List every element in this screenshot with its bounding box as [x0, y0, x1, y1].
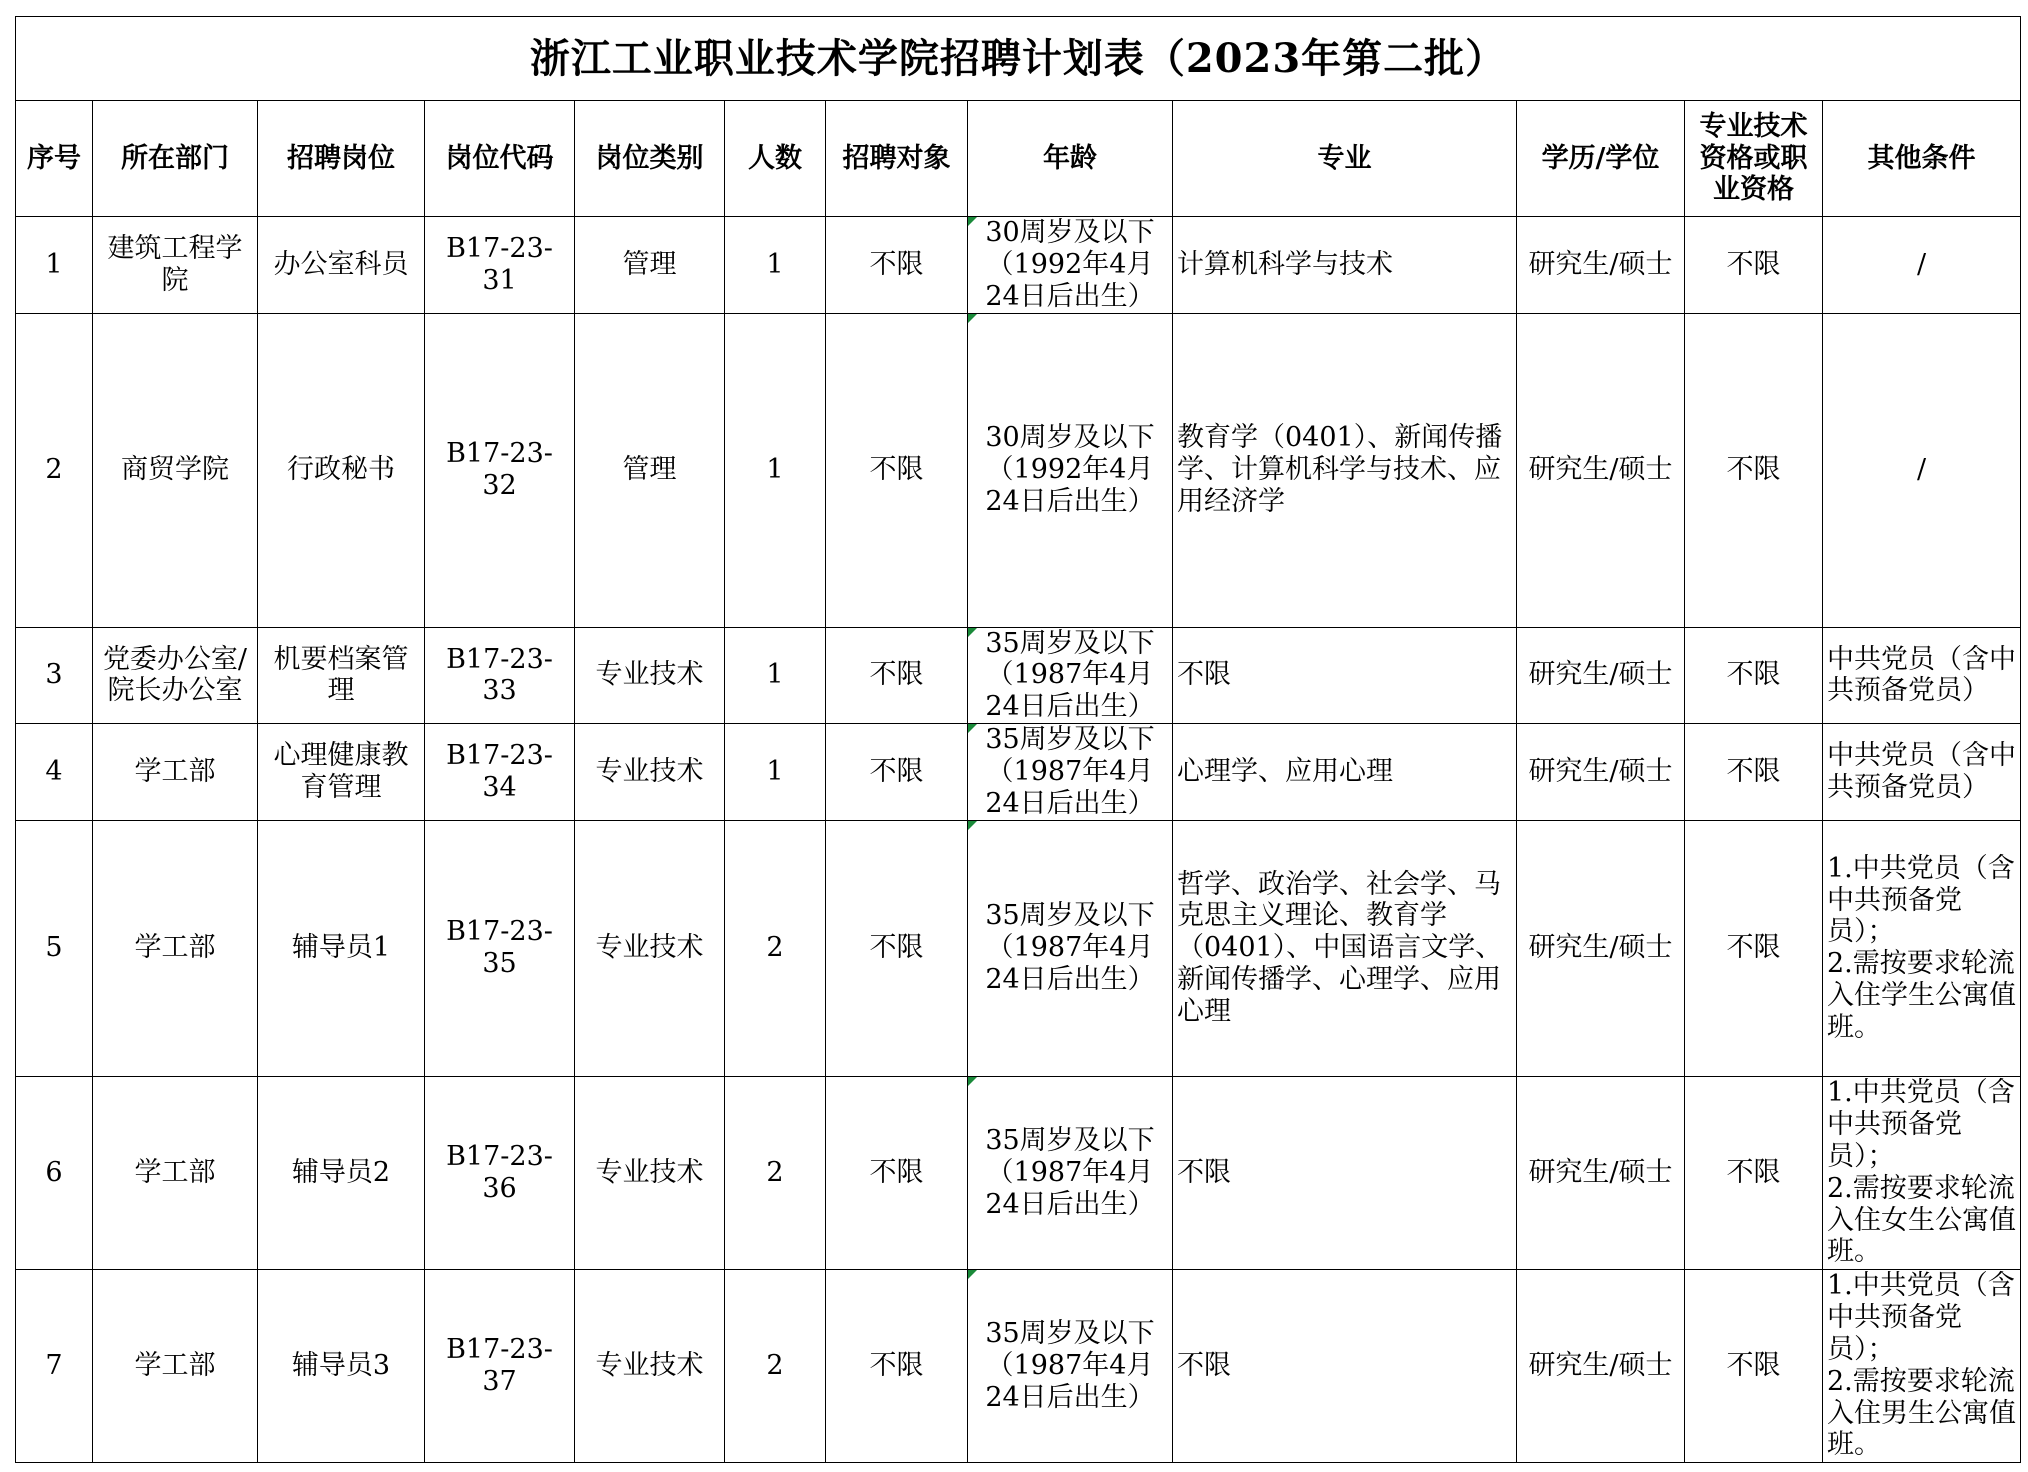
cell-degree: 研究生/硕士 — [1517, 1269, 1685, 1462]
cell-age: 35周岁及以下（1987年4月24日后出生） — [968, 820, 1173, 1076]
cell-dept: 建筑工程学院 — [93, 217, 258, 314]
cell-code: B17-23-35 — [425, 820, 575, 1076]
cell-other: 中共党员（含中共预备党员） — [1823, 627, 2021, 724]
header-other: 其他条件 — [1823, 101, 2021, 217]
cell-count: 2 — [725, 1076, 826, 1269]
cell-age: 35周岁及以下（1987年4月24日后出生） — [968, 627, 1173, 724]
cell-target: 不限 — [826, 627, 968, 724]
table-row — [16, 1269, 2021, 1462]
cell-other: 1.中共党员（含中共预备党员）； 2.需按要求轮流入住男生公寓值班。 — [1823, 1269, 2021, 1462]
header-dept: 所在部门 — [93, 101, 258, 217]
cell-degree: 研究生/硕士 — [1517, 724, 1685, 821]
cell-major: 不限 — [1173, 1269, 1517, 1462]
table-row — [16, 1076, 2021, 1269]
cell-category: 专业技术 — [575, 1076, 725, 1269]
cell-count: 2 — [725, 820, 826, 1076]
cell-target: 不限 — [826, 313, 968, 627]
cell-count: 1 — [725, 724, 826, 821]
cell-count: 1 — [725, 217, 826, 314]
header-target: 招聘对象 — [826, 101, 968, 217]
cell-other: / — [1823, 217, 2021, 314]
cell-code: B17-23-31 — [425, 217, 575, 314]
header-code: 岗位代码 — [425, 101, 575, 217]
table-row — [16, 627, 2021, 724]
cell-post: 心理健康教育管理 — [258, 724, 425, 821]
cell-category: 管理 — [575, 313, 725, 627]
cell-dept: 学工部 — [93, 1076, 258, 1269]
cell-count: 2 — [725, 1269, 826, 1462]
cell-post: 办公室科员 — [258, 217, 425, 314]
cell-degree: 研究生/硕士 — [1517, 627, 1685, 724]
header-category: 岗位类别 — [575, 101, 725, 217]
cell-category: 专业技术 — [575, 1269, 725, 1462]
cell-qualification: 不限 — [1685, 820, 1823, 1076]
cell-qualification: 不限 — [1685, 313, 1823, 627]
cell-degree: 研究生/硕士 — [1517, 1076, 1685, 1269]
cell-target: 不限 — [826, 1269, 968, 1462]
cell-other: 中共党员（含中共预备党员） — [1823, 724, 2021, 821]
cell-qualification: 不限 — [1685, 627, 1823, 724]
cell-post: 辅导员1 — [258, 820, 425, 1076]
cell-dept: 学工部 — [93, 1269, 258, 1462]
cell-post: 行政秘书 — [258, 313, 425, 627]
cell-major: 不限 — [1173, 1076, 1517, 1269]
cell-major: 教育学（0401）、新闻传播学、计算机科学与技术、应用经济学 — [1173, 313, 1517, 627]
cell-age: 35周岁及以下（1987年4月24日后出生） — [968, 1269, 1173, 1462]
header-no: 序号 — [16, 101, 93, 217]
cell-degree: 研究生/硕士 — [1517, 313, 1685, 627]
cell-category: 管理 — [575, 217, 725, 314]
cell-no: 2 — [16, 313, 93, 627]
cell-qualification: 不限 — [1685, 217, 1823, 314]
cell-major: 心理学、应用心理 — [1173, 724, 1517, 821]
table-row — [16, 217, 2021, 314]
header-row — [16, 101, 2021, 217]
cell-count: 1 — [725, 313, 826, 627]
cell-major: 哲学、政治学、社会学、马克思主义理论、教育学（0401）、中国语言文学、新闻传播学、心理学、应用心理 — [1173, 820, 1517, 1076]
cell-qualification: 不限 — [1685, 724, 1823, 821]
cell-no: 1 — [16, 217, 93, 314]
header-qualification: 专业技术资格或职业资格 — [1685, 101, 1823, 217]
table-row — [16, 313, 2021, 627]
cell-count: 1 — [725, 627, 826, 724]
cell-age: 35周岁及以下（1987年4月24日后出生） — [968, 1076, 1173, 1269]
header-post: 招聘岗位 — [258, 101, 425, 217]
cell-qualification: 不限 — [1685, 1269, 1823, 1462]
cell-dept: 学工部 — [93, 724, 258, 821]
recruitment-table — [15, 16, 2021, 1463]
cell-dept: 学工部 — [93, 820, 258, 1076]
cell-target: 不限 — [826, 724, 968, 821]
cell-degree: 研究生/硕士 — [1517, 820, 1685, 1076]
table-title: 浙江工业职业技术学院招聘计划表（2023年第二批） — [16, 17, 2021, 101]
header-degree: 学历/学位 — [1517, 101, 1685, 217]
cell-no: 6 — [16, 1076, 93, 1269]
cell-target: 不限 — [826, 1076, 968, 1269]
header-age: 年龄 — [968, 101, 1173, 217]
cell-category: 专业技术 — [575, 627, 725, 724]
cell-no: 7 — [16, 1269, 93, 1462]
table-row — [16, 724, 2021, 821]
cell-other: / — [1823, 313, 2021, 627]
cell-no: 4 — [16, 724, 93, 821]
table-row — [16, 820, 2021, 1076]
cell-other: 1.中共党员（含中共预备党员）； 2.需按要求轮流入住女生公寓值班。 — [1823, 1076, 2021, 1269]
cell-code: B17-23-34 — [425, 724, 575, 821]
cell-degree: 研究生/硕士 — [1517, 217, 1685, 314]
cell-other: 1.中共党员（含中共预备党员）； 2.需按要求轮流入住学生公寓值班。 — [1823, 820, 2021, 1076]
cell-code: B17-23-33 — [425, 627, 575, 724]
cell-no: 3 — [16, 627, 93, 724]
cell-target: 不限 — [826, 217, 968, 314]
cell-no: 5 — [16, 820, 93, 1076]
cell-post: 辅导员2 — [258, 1076, 425, 1269]
cell-code: B17-23-36 — [425, 1076, 575, 1269]
cell-target: 不限 — [826, 820, 968, 1076]
cell-age: 30周岁及以下（1992年4月24日后出生） — [968, 217, 1173, 314]
cell-post: 机要档案管理 — [258, 627, 425, 724]
cell-category: 专业技术 — [575, 820, 725, 1076]
header-major: 专业 — [1173, 101, 1517, 217]
cell-qualification: 不限 — [1685, 1076, 1823, 1269]
cell-major: 计算机科学与技术 — [1173, 217, 1517, 314]
cell-age: 30周岁及以下（1992年4月24日后出生） — [968, 313, 1173, 627]
cell-age: 35周岁及以下（1987年4月24日后出生） — [968, 724, 1173, 821]
cell-code: B17-23-32 — [425, 313, 575, 627]
cell-major: 不限 — [1173, 627, 1517, 724]
cell-dept: 商贸学院 — [93, 313, 258, 627]
header-count: 人数 — [725, 101, 826, 217]
cell-category: 专业技术 — [575, 724, 725, 821]
cell-dept: 党委办公室/院长办公室 — [93, 627, 258, 724]
cell-post: 辅导员3 — [258, 1269, 425, 1462]
cell-code: B17-23-37 — [425, 1269, 575, 1462]
